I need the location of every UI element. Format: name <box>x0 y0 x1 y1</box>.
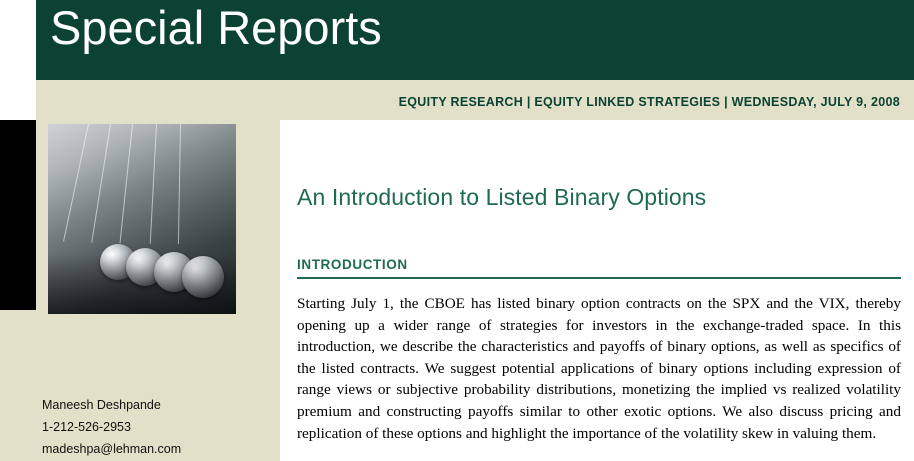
section-heading-introduction: INTRODUCTION <box>297 257 408 272</box>
section-divider <box>297 277 901 279</box>
newtons-cradle-photo <box>48 124 236 314</box>
cradle-wire <box>178 124 181 244</box>
introduction-paragraph: Starting July 1, the CBOE has listed binary option contracts on the SPX and the VIX, thereby opening up a wider range of strategies for investors in the exchange-traded space. In this introduction, we describe the characteristics and payoffs of binary options, as well as specifics of the listed contracts. We suggest potential applications of binary options including expression of range views or subjective probability distributions, monetizing the implied vs realized volatility premium and constructing payoffs similar to other exotic options. We also discuss pricing and replication of these options and highlight the importance of the volatility skew in valuing them. <box>297 295 901 442</box>
author-contact-block <box>42 394 181 460</box>
banner-left-margin <box>0 0 36 80</box>
page-title: An Introduction to Listed Binary Options <box>297 184 707 210</box>
photo-shadow-overlay <box>48 254 236 314</box>
kicker-line: EQUITY RESEARCH | EQUITY LINKED STRATEGIES | WEDNESDAY, JULY 9, 2008 <box>398 95 900 109</box>
author-email[interactable]: madeshpa@lehman.com <box>42 442 182 456</box>
cradle-wire <box>91 124 111 243</box>
page-banner <box>0 0 914 80</box>
cradle-wire <box>150 124 157 244</box>
cradle-wire <box>119 124 133 243</box>
banner-title: Special Reports <box>50 1 382 54</box>
author-phone: 1-212-526-2953 <box>42 420 131 434</box>
cradle-wire <box>63 124 89 241</box>
main-content <box>297 120 901 444</box>
left-black-bar <box>0 120 36 310</box>
author-name: Maneesh Deshpande <box>42 398 161 412</box>
kicker-strip-left-margin <box>0 80 36 120</box>
